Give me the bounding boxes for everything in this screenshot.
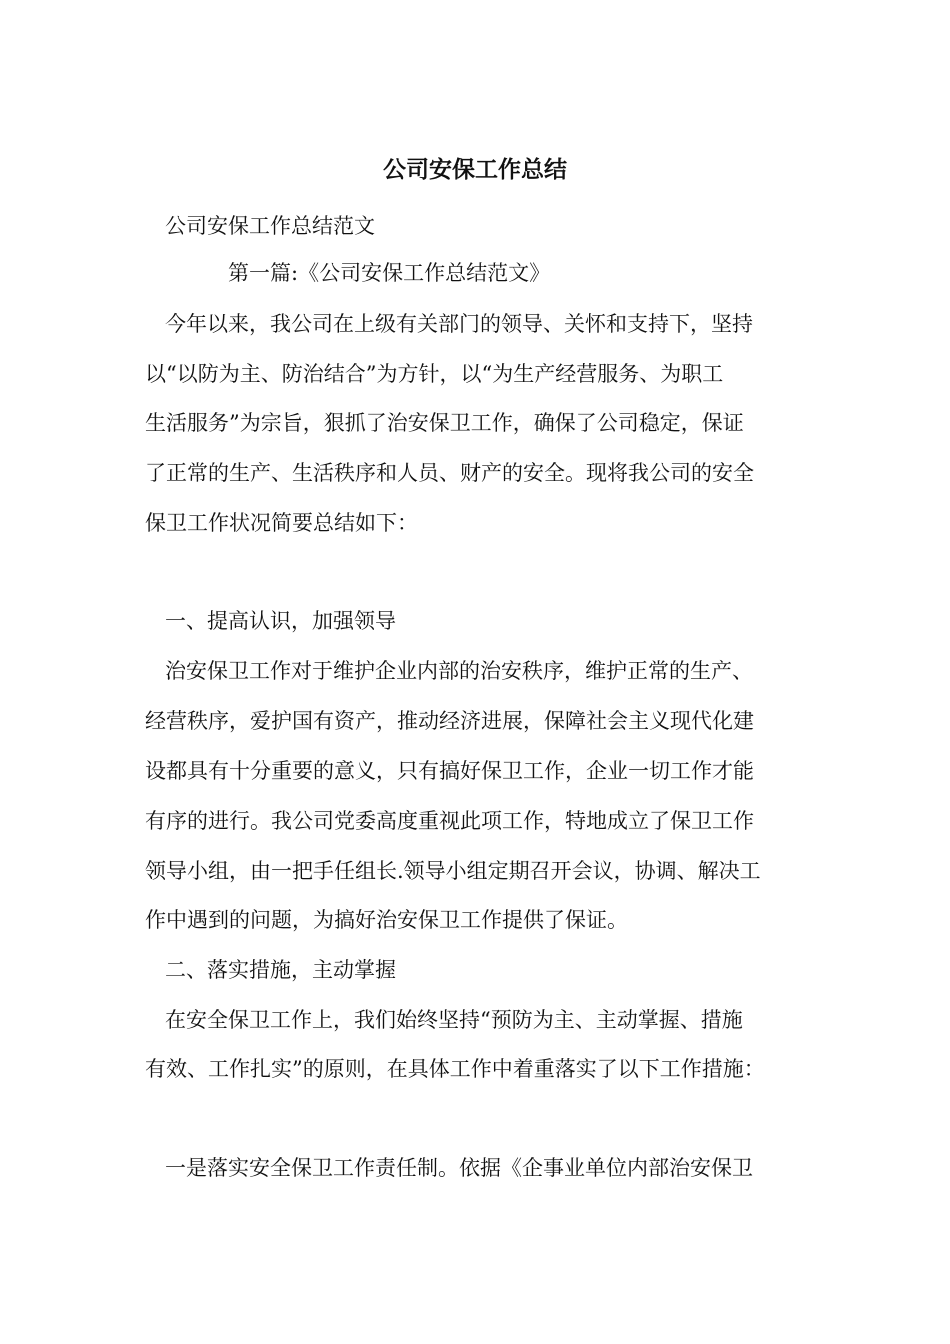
- body-line: 以“以防为主、防治结合”为方针，以“为生产经营服务、为职工: [145, 362, 724, 386]
- body-line: 治安保卫工作对于维护企业内部的治安秩序，维护正常的生产、: [165, 659, 753, 683]
- body-line: 领导小组，由一把手任组长.领导小组定期召开会议，协调、解决工: [145, 859, 761, 883]
- section-heading-1: 一、提高认识，加强领导: [165, 609, 396, 633]
- body-line: 生活服务”为宗旨，狠抓了治安保卫工作，确保了公司稳定，保证: [145, 411, 744, 435]
- body-line: 一是落实安全保卫工作责任制。依据《企事业单位内部治安保卫: [165, 1156, 753, 1180]
- body-line: 有序的进行。我公司党委高度重视此项工作，特地成立了保卫工作: [145, 809, 754, 833]
- body-line: 保卫工作状况简要总结如下：: [145, 511, 418, 535]
- body-line: 经营秩序，爱护国有资产，推动经济进展，保障社会主义现代化建: [145, 709, 754, 733]
- document-subtitle: 公司安保工作总结范文: [165, 214, 375, 238]
- section-heading-2: 二、落实措施，主动掌握: [165, 958, 396, 982]
- body-line: 作中遇到的问题，为搞好治安保卫工作提供了保证。: [145, 908, 628, 932]
- body-line: 在安全保卫工作上，我们始终坚持“预防为主、主动掌握、措施: [165, 1008, 743, 1032]
- document-title: 公司安保工作总结: [383, 156, 567, 183]
- body-line: 了正常的生产、生活秩序和人员、财产的安全。现将我公司的安全: [145, 461, 754, 485]
- body-line: 设都具有十分重要的意义，只有搞好保卫工作，企业一切工作才能: [145, 759, 754, 783]
- body-line: 有效、工作扎实”的原则，在具体工作中着重落实了以下工作措施：: [145, 1057, 765, 1081]
- body-line: 今年以来，我公司在上级有关部门的领导、关怀和支持下，坚持: [165, 312, 753, 336]
- chapter-heading: 第一篇:《公司安保工作总结范文》: [228, 261, 551, 285]
